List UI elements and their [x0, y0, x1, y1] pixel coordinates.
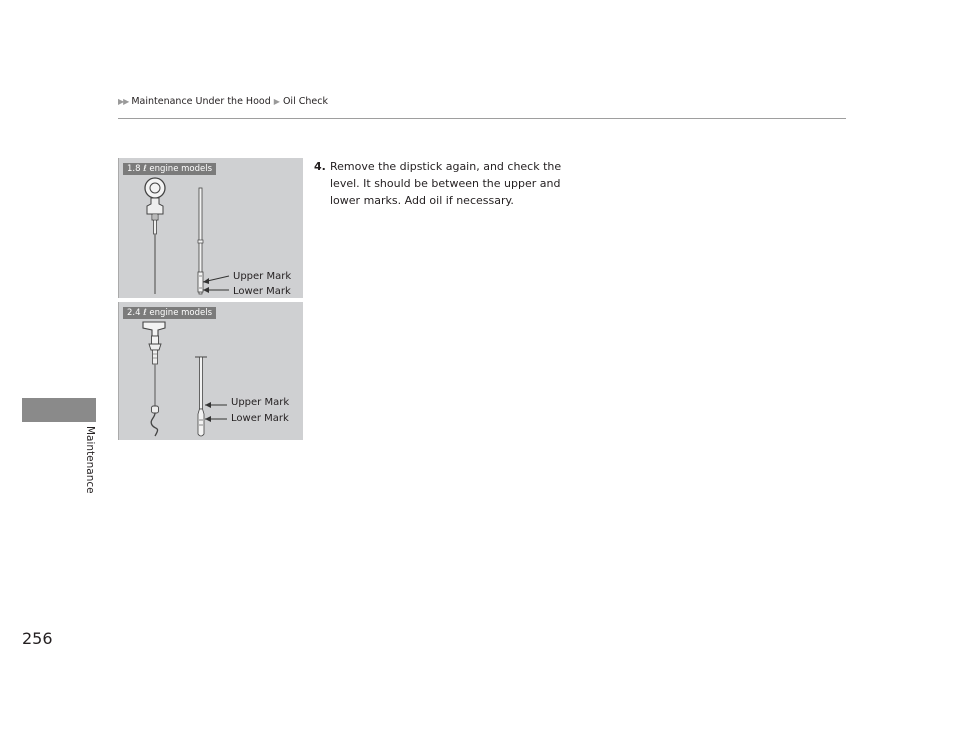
section-tab-label: Maintenance: [84, 426, 96, 494]
breadcrumb-page[interactable]: Oil Check: [282, 96, 328, 107]
section-tab: [22, 398, 96, 422]
dipstick-figure-1-8: [118, 158, 303, 298]
engine-model-badge: 1.8 ℓ engine models: [123, 163, 216, 175]
step-text: Remove the dipstick again, and check the level. It should be between the upper and lower marks. Add oil if necessary.: [330, 160, 562, 207]
page-number: 256: [22, 629, 53, 648]
dipstick-figure-2-4: [118, 302, 303, 440]
lower-mark-label: Lower Mark: [231, 413, 289, 424]
breadcrumb-separator-icon: ▶: [273, 97, 280, 106]
header-divider: [118, 118, 846, 119]
upper-mark-label: Upper Mark: [233, 271, 292, 282]
upper-mark-label: Upper Mark: [231, 397, 290, 408]
engine-model-badge: 2.4 ℓ engine models: [123, 307, 216, 319]
lower-mark-label: Lower Mark: [233, 286, 291, 297]
step-number: 4.: [314, 160, 326, 173]
breadcrumb-section[interactable]: Maintenance Under the Hood: [131, 96, 271, 107]
breadcrumb-arrow-icon: ▶▶: [118, 97, 129, 106]
breadcrumb: [118, 96, 328, 107]
